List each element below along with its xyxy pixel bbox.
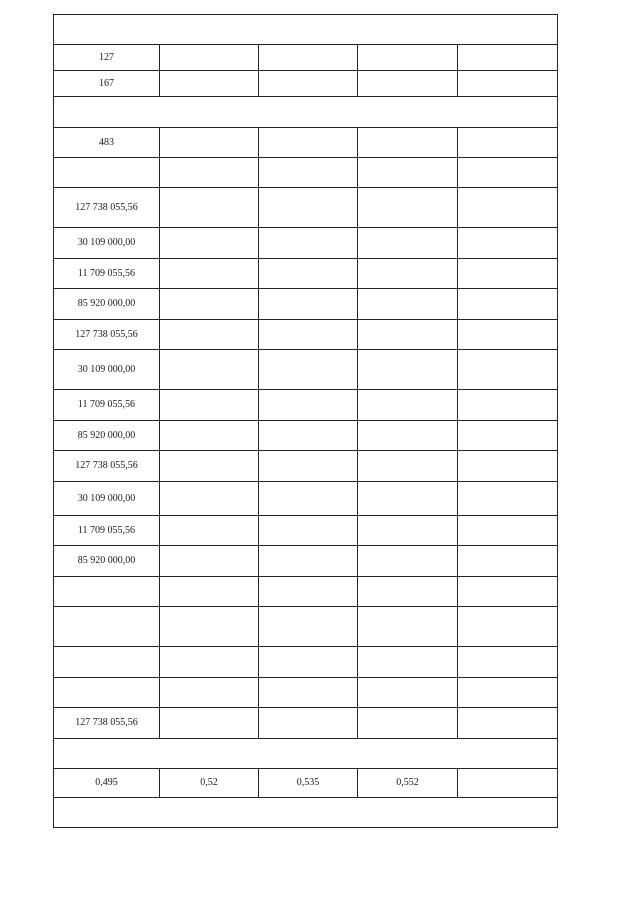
table-cell bbox=[358, 45, 458, 71]
table-cell bbox=[458, 678, 558, 708]
table-cell bbox=[160, 421, 259, 451]
table-cell bbox=[358, 516, 458, 546]
table-row bbox=[54, 45, 558, 71]
table-cell: 127 738 055,56 bbox=[54, 708, 160, 739]
table-cell bbox=[458, 188, 558, 228]
table-cell bbox=[160, 45, 259, 71]
table-row bbox=[54, 678, 558, 708]
table-row bbox=[54, 516, 558, 546]
table-cell bbox=[259, 546, 358, 577]
table-cell bbox=[259, 390, 358, 421]
table-cell: 85 920 000,00 bbox=[54, 421, 160, 451]
table-cell bbox=[160, 678, 259, 708]
table-cell bbox=[160, 228, 259, 259]
table-cell bbox=[458, 128, 558, 158]
table-cell bbox=[259, 421, 358, 451]
table-cell: 0,535 bbox=[259, 769, 358, 798]
table-span-cell bbox=[54, 97, 558, 128]
table-cell: 11 709 055,56 bbox=[54, 516, 160, 546]
table-cell bbox=[259, 516, 358, 546]
table-cell bbox=[160, 647, 259, 678]
table-row bbox=[54, 289, 558, 320]
table-cell: 0,552 bbox=[358, 769, 458, 798]
table-row bbox=[54, 769, 558, 798]
table-cell bbox=[458, 546, 558, 577]
table-cell bbox=[259, 607, 358, 647]
table-body bbox=[54, 15, 558, 828]
table-cell: 127 bbox=[54, 45, 160, 71]
table-cell bbox=[259, 188, 358, 228]
table-cell bbox=[358, 607, 458, 647]
table-cell: 483 bbox=[54, 128, 160, 158]
table-span-cell bbox=[54, 798, 558, 828]
table-cell bbox=[54, 158, 160, 188]
table-cell bbox=[458, 259, 558, 289]
table-cell bbox=[458, 451, 558, 482]
table-cell bbox=[259, 128, 358, 158]
table-cell bbox=[259, 647, 358, 678]
table-cell: 85 920 000,00 bbox=[54, 289, 160, 320]
table-span-cell bbox=[54, 739, 558, 769]
table-row bbox=[54, 71, 558, 97]
table-cell bbox=[160, 128, 259, 158]
table-cell bbox=[358, 421, 458, 451]
table-cell: 30 109 000,00 bbox=[54, 350, 160, 390]
table-cell bbox=[160, 289, 259, 320]
table-row bbox=[54, 390, 558, 421]
table-cell bbox=[458, 71, 558, 97]
table-cell: 85 920 000,00 bbox=[54, 546, 160, 577]
table-cell bbox=[54, 607, 160, 647]
table-row bbox=[54, 607, 558, 647]
table-cell bbox=[358, 289, 458, 320]
table-cell bbox=[160, 71, 259, 97]
table-row bbox=[54, 451, 558, 482]
table-cell bbox=[259, 350, 358, 390]
table-cell bbox=[458, 350, 558, 390]
table-cell bbox=[160, 607, 259, 647]
table-cell bbox=[160, 350, 259, 390]
table-cell bbox=[458, 228, 558, 259]
table-cell bbox=[358, 228, 458, 259]
data-table bbox=[53, 14, 558, 828]
table-cell bbox=[358, 320, 458, 350]
table-cell bbox=[259, 482, 358, 516]
table-cell bbox=[458, 289, 558, 320]
table-cell bbox=[358, 188, 458, 228]
table-cell bbox=[160, 259, 259, 289]
table-row bbox=[54, 188, 558, 228]
table-cell bbox=[160, 482, 259, 516]
table-cell bbox=[458, 482, 558, 516]
table-cell bbox=[160, 320, 259, 350]
table-cell bbox=[358, 350, 458, 390]
table-row bbox=[54, 320, 558, 350]
table-cell bbox=[259, 45, 358, 71]
table-cell bbox=[458, 390, 558, 421]
table-cell: 167 bbox=[54, 71, 160, 97]
table-cell bbox=[458, 421, 558, 451]
table-cell: 30 109 000,00 bbox=[54, 228, 160, 259]
table-row bbox=[54, 482, 558, 516]
table-cell bbox=[358, 128, 458, 158]
table-cell bbox=[358, 647, 458, 678]
table-span-cell bbox=[54, 15, 558, 45]
table-cell bbox=[358, 259, 458, 289]
table-cell bbox=[458, 577, 558, 607]
table-cell bbox=[358, 390, 458, 421]
table-cell bbox=[458, 516, 558, 546]
table-row bbox=[54, 228, 558, 259]
table-row bbox=[54, 259, 558, 289]
table-cell bbox=[54, 678, 160, 708]
table-cell bbox=[358, 708, 458, 739]
table-cell bbox=[358, 577, 458, 607]
table-cell bbox=[160, 708, 259, 739]
table-cell bbox=[358, 158, 458, 188]
table-row bbox=[54, 158, 558, 188]
table-cell bbox=[458, 769, 558, 798]
table-row bbox=[54, 546, 558, 577]
table-cell bbox=[160, 516, 259, 546]
table-cell bbox=[259, 678, 358, 708]
table-cell bbox=[160, 577, 259, 607]
table-cell bbox=[358, 482, 458, 516]
table-row bbox=[54, 15, 558, 45]
table-cell: 11 709 055,56 bbox=[54, 259, 160, 289]
table-cell bbox=[160, 158, 259, 188]
table-cell bbox=[259, 71, 358, 97]
table-cell: 30 109 000,00 bbox=[54, 482, 160, 516]
table-cell bbox=[458, 158, 558, 188]
table-cell bbox=[160, 188, 259, 228]
table-cell bbox=[259, 577, 358, 607]
table-cell bbox=[259, 289, 358, 320]
table-cell bbox=[458, 607, 558, 647]
table-cell: 0,495 bbox=[54, 769, 160, 798]
table-cell bbox=[358, 546, 458, 577]
table-row bbox=[54, 798, 558, 828]
table-cell bbox=[458, 647, 558, 678]
table-cell bbox=[160, 451, 259, 482]
table-cell bbox=[259, 320, 358, 350]
table-cell bbox=[259, 158, 358, 188]
table-cell: 11 709 055,56 bbox=[54, 390, 160, 421]
table-cell bbox=[259, 259, 358, 289]
table-cell bbox=[458, 320, 558, 350]
table-row bbox=[54, 577, 558, 607]
table-row bbox=[54, 128, 558, 158]
table-cell: 0,52 bbox=[160, 769, 259, 798]
table-cell bbox=[259, 451, 358, 482]
table-cell bbox=[458, 45, 558, 71]
table-cell: 127 738 055,56 bbox=[54, 188, 160, 228]
table-row bbox=[54, 708, 558, 739]
table-cell bbox=[358, 451, 458, 482]
table-row bbox=[54, 647, 558, 678]
table-cell bbox=[160, 546, 259, 577]
table-row bbox=[54, 421, 558, 451]
table-cell bbox=[458, 708, 558, 739]
table-row bbox=[54, 97, 558, 128]
table-cell bbox=[259, 228, 358, 259]
table-row bbox=[54, 739, 558, 769]
table-cell bbox=[160, 390, 259, 421]
table-cell bbox=[259, 708, 358, 739]
table-cell bbox=[54, 577, 160, 607]
table-cell bbox=[358, 678, 458, 708]
table-cell bbox=[358, 71, 458, 97]
table-row bbox=[54, 350, 558, 390]
table-cell: 127 738 055,56 bbox=[54, 451, 160, 482]
table-cell: 127 738 055,56 bbox=[54, 320, 160, 350]
table-cell bbox=[54, 647, 160, 678]
